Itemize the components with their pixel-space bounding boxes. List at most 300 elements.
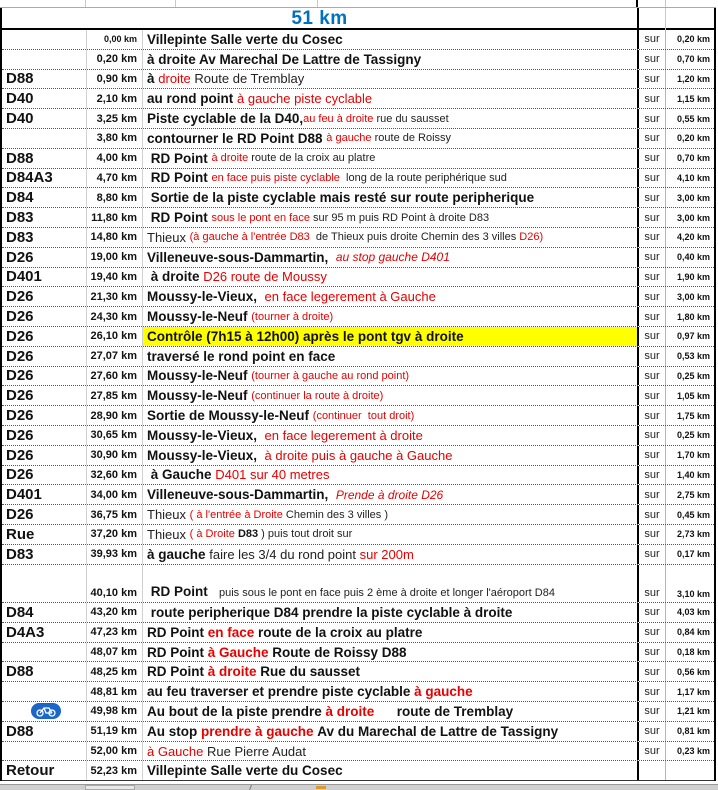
leg-distance-cell: 2,73 km [676, 529, 710, 540]
instruction-segment: Thieux [147, 507, 190, 523]
instruction-segment: (continuer tout droit) [312, 409, 415, 422]
sur-cell: sur [639, 287, 666, 306]
sur-cell: sur [639, 682, 666, 701]
instruction-cell [143, 248, 639, 267]
instruction-cell [143, 603, 639, 622]
road-cell: D26 [2, 505, 87, 524]
route-row [2, 129, 714, 149]
instruction-cell [143, 228, 639, 247]
cumulative-distance-cell: 43,20 km [87, 603, 143, 622]
instruction-segment: en face [207, 624, 259, 640]
cumulative-distance-cell: 47,23 km [87, 623, 143, 642]
leg-distance-cell: 0,20 km [676, 34, 710, 45]
cumulative-distance-cell: 0,00 km [87, 30, 143, 49]
road-cell: D26 [2, 367, 87, 386]
instruction-segment: RD Point [147, 210, 212, 226]
route-row [2, 525, 714, 545]
instruction-cell [143, 287, 639, 306]
instruction-cell [143, 662, 639, 681]
sur-cell: sur [639, 742, 666, 761]
instruction-segment: D83 [237, 528, 259, 541]
instruction-segment: (continuer la route à droite) [251, 389, 384, 402]
leg-distance-cell: 0,25 km [676, 370, 710, 381]
instruction-segment: Villepinte Salle verte du Cosec [147, 763, 343, 779]
road-cell: D40 [2, 89, 87, 108]
instruction-segment: Prende à droite D26 [335, 487, 444, 502]
road-cell: D84 [2, 188, 87, 207]
title-spare-cell [666, 8, 714, 30]
instruction-segment: Moussy-le-Neuf [147, 388, 252, 404]
sur-cell: sur [639, 446, 666, 465]
leg-distance-cell: 3,00 km [676, 212, 710, 223]
route-row [2, 406, 714, 426]
cumulative-distance-cell: 26,10 km [87, 327, 143, 346]
route-table [0, 8, 716, 781]
leg-distance-cell: 0,81 km [676, 726, 710, 737]
instruction-segment: Villeneuve-sous-Dammartin, [147, 249, 336, 265]
sur-cell: sur [639, 228, 666, 247]
sur-cell: sur [639, 89, 666, 108]
sur-cell: sur [639, 426, 666, 445]
instruction-segment: Moussy-le-Vieux, [147, 427, 265, 443]
instruction-segment: rue du sausset [376, 112, 449, 125]
leg-distance-cell: 0,17 km [676, 549, 710, 560]
instruction-cell [143, 466, 639, 485]
instruction-segment: Villeneuve-sous-Dammartin, [147, 487, 336, 503]
title-cell [2, 8, 639, 30]
instruction-segment: Thieux [147, 229, 190, 245]
sheet-namebox[interactable] [85, 785, 135, 790]
cumulative-distance-cell: 14,80 km [87, 228, 143, 247]
route-row [2, 662, 714, 682]
leg-distance-cell: 1,75 km [676, 410, 710, 421]
road-cell: D26 [2, 426, 87, 445]
sur-cell: sur [639, 169, 666, 188]
sur-cell: sur [639, 565, 666, 603]
cumulative-distance-cell: 19,40 km [87, 268, 143, 287]
instruction-cell [143, 426, 639, 445]
instruction-segment: Sortie de Moussy-le-Neuf [147, 408, 313, 424]
instruction-segment: D401 sur 40 metres [215, 467, 330, 483]
instruction-cell [143, 682, 639, 701]
leg-distance-cell [666, 761, 714, 780]
sur-cell: sur [639, 466, 666, 485]
instruction-segment: route de la croix au platre [258, 624, 423, 640]
instruction-segment: route peripherique D84 prendre la piste cyclable à droite [147, 604, 513, 620]
instruction-segment: à Gauche [147, 743, 207, 759]
instruction-segment: ) puis tout droit sur [258, 528, 353, 541]
instruction-segment: Moussy-le-Vieux, [147, 447, 265, 463]
route-row [2, 228, 714, 248]
route-row [2, 623, 714, 643]
cumulative-distance-cell: 37,20 km [87, 525, 143, 544]
title-spare-cell [639, 8, 666, 30]
instruction-cell [143, 761, 639, 780]
sur-cell: sur [639, 623, 666, 642]
instruction-segment: route de la croix au platre [251, 152, 376, 165]
instruction-segment: Au stop [147, 723, 201, 739]
sur-cell: sur [639, 30, 666, 49]
route-row [2, 485, 714, 505]
cumulative-distance-cell: 48,07 km [87, 643, 143, 662]
instruction-segment: D26 route de Moussy [203, 269, 327, 285]
instruction-segment: à droite Av Marechal De Lattre de Tassigny [147, 51, 422, 67]
page-title: 51 km [291, 8, 348, 29]
instruction-cell [143, 386, 639, 405]
instruction-cell [143, 722, 639, 741]
instruction-segment: Villepinte Salle verte du Cosec [147, 31, 343, 47]
sheet-tab-edge [249, 785, 252, 790]
cumulative-distance-cell: 40,10 km [87, 565, 143, 603]
instruction-cell [143, 347, 639, 366]
instruction-segment: à gauche [414, 684, 473, 700]
instruction-cell [143, 188, 639, 207]
instruction-segment: en face puis piste cyclable [211, 171, 343, 184]
instruction-cell [143, 70, 639, 89]
instruction-segment: RD Point [147, 644, 208, 660]
cumulative-distance-cell: 11,80 km [87, 208, 143, 227]
instruction-segment: droite [158, 71, 195, 87]
instruction-segment: route de Tremblay [374, 703, 514, 719]
instruction-segment: faire les 3/4 du rond point [209, 546, 360, 562]
route-row [2, 505, 714, 525]
instruction-cell [143, 50, 639, 69]
route-row [2, 248, 714, 268]
road-cell: D26 [2, 386, 87, 405]
instruction-segment: RD Point [147, 624, 208, 640]
route-row [2, 386, 714, 406]
sur-cell: sur [639, 545, 666, 564]
route-row [2, 446, 714, 466]
instruction-cell [143, 129, 639, 148]
instruction-segment: sous le pont en face [211, 211, 314, 224]
road-cell: D4A3 [2, 623, 87, 642]
route-row [2, 466, 714, 486]
instruction-segment: (à gauche à l'entrée D83 [189, 231, 313, 244]
sur-cell: sur [639, 307, 666, 326]
instruction-segment: Rue Pierre Audat [207, 743, 307, 759]
sur-cell: sur [639, 702, 666, 721]
leg-distance-cell: 0,70 km [676, 153, 710, 164]
cumulative-distance-cell: 28,90 km [87, 406, 143, 425]
cumulative-distance-cell: 19,00 km [87, 248, 143, 267]
sur-cell: sur [639, 367, 666, 386]
spreadsheet-gridline-strip [0, 0, 716, 8]
road-cell [2, 702, 87, 721]
road-cell: D84A3 [2, 169, 87, 188]
route-row [2, 565, 714, 604]
title-row [2, 8, 714, 30]
instruction-segment: RD Point [147, 150, 212, 166]
instruction-segment: à droite [207, 664, 261, 680]
cumulative-distance-cell: 51,19 km [87, 722, 143, 741]
instruction-cell [143, 169, 639, 188]
leg-distance-cell: 0,55 km [676, 113, 710, 124]
leg-distance-cell: 0,25 km [676, 430, 710, 441]
leg-distance-cell: 1,15 km [676, 93, 710, 104]
instruction-segment: au feu à droite [303, 112, 377, 125]
sur-cell: sur [639, 662, 666, 681]
instruction-cell [143, 406, 639, 425]
route-row [2, 702, 714, 722]
instruction-segment: à gauche [147, 546, 210, 562]
cumulative-distance-cell: 21,30 km [87, 287, 143, 306]
road-cell: D26 [2, 446, 87, 465]
route-row [2, 50, 714, 70]
sur-cell: sur [639, 386, 666, 405]
instruction-segment: Moussy-le-Neuf [147, 368, 252, 384]
leg-distance-cell: 1,90 km [676, 271, 710, 282]
instruction-segment: à droite puis à gauche à Gauche [264, 447, 453, 463]
route-row [2, 208, 714, 228]
instruction-segment: à droite [211, 152, 252, 165]
route-row [2, 149, 714, 169]
route-row [2, 307, 714, 327]
cumulative-distance-cell: 27,60 km [87, 367, 143, 386]
route-row [2, 347, 714, 367]
road-cell: D26 [2, 406, 87, 425]
instruction-segment: sur 95 m puis RD Point à droite D83 [313, 211, 490, 224]
cumulative-distance-cell: 27,07 km [87, 347, 143, 366]
sur-cell: sur [639, 525, 666, 544]
instruction-cell [143, 446, 639, 465]
route-row [2, 287, 714, 307]
instruction-segment: traversé le rond point en face [147, 348, 336, 364]
leg-distance-cell: 4,10 km [676, 172, 710, 183]
route-row [2, 603, 714, 623]
instruction-segment: en face legerement à droite [264, 427, 423, 443]
instruction-segment: à [147, 71, 159, 87]
road-cell: D88 [2, 722, 87, 741]
road-cell: D83 [2, 545, 87, 564]
road-cell: D88 [2, 662, 87, 681]
instruction-segment: à droite [325, 703, 375, 719]
route-row [2, 742, 714, 762]
sur-cell: sur [639, 129, 666, 148]
leg-distance-cell: 4,03 km [676, 607, 710, 618]
instruction-segment: Moussy-le-Vieux, [147, 289, 265, 305]
instruction-cell [143, 109, 639, 128]
cumulative-distance-cell: 52,00 km [87, 742, 143, 761]
instruction-segment: RD Point [147, 170, 212, 186]
cumulative-distance-cell: 30,65 km [87, 426, 143, 445]
instruction-segment: sur 200m [359, 546, 414, 562]
sur-cell: sur [639, 643, 666, 662]
instruction-cell [143, 208, 639, 227]
sur-cell: sur [639, 505, 666, 524]
road-cell: D401 [2, 485, 87, 504]
instruction-segment: Av du Marechal de Lattre de Tassigny [317, 723, 559, 739]
instruction-segment: ( à l'entrée à Droite [189, 508, 286, 521]
sur-cell: sur [639, 208, 666, 227]
sur-cell: sur [639, 268, 666, 287]
instruction-cell [143, 307, 639, 326]
instruction-segment: Moussy-le-Neuf [147, 309, 252, 325]
road-cell [2, 565, 87, 603]
instruction-segment: Chemin des 3 villes ) [285, 508, 388, 521]
route-row [2, 643, 714, 663]
cumulative-distance-cell: 52,23 km [87, 761, 143, 780]
road-cell: D26 [2, 248, 87, 267]
road-cell: D88 [2, 70, 87, 89]
instruction-segment: en face legerement à Gauche [264, 289, 436, 305]
instruction-segment: contourner le RD Point D88 [147, 130, 327, 146]
instruction-segment: ( à Droite [189, 528, 238, 541]
road-cell: D83 [2, 208, 87, 227]
route-row [2, 761, 714, 781]
instruction-segment: route de Roissy [374, 132, 452, 145]
road-cell [2, 50, 87, 69]
road-cell [2, 30, 87, 49]
instruction-segment: à Gauche [147, 467, 216, 483]
route-row [2, 682, 714, 702]
instruction-segment: Route de Roissy D88 [272, 644, 407, 660]
sur-cell [639, 761, 666, 780]
instruction-segment: prendre à gauche [201, 723, 318, 739]
cumulative-distance-cell: 4,00 km [87, 149, 143, 168]
sur-cell: sur [639, 485, 666, 504]
route-row [2, 426, 714, 446]
leg-distance-cell: 0,18 km [676, 647, 710, 658]
instruction-segment: au rond point [147, 91, 237, 107]
road-cell: D83 [2, 228, 87, 247]
instruction-segment: RD Point [147, 664, 208, 680]
instruction-segment: Piste cyclable de la D40, [147, 111, 304, 127]
road-cell: D26 [2, 466, 87, 485]
road-cell [2, 129, 87, 148]
sur-cell: sur [639, 109, 666, 128]
instruction-cell [143, 30, 639, 49]
leg-distance-cell: 0,20 km [676, 133, 710, 144]
leg-distance-cell: 4,20 km [676, 232, 710, 243]
instruction-segment: à Gauche [207, 644, 273, 660]
sur-cell: sur [639, 70, 666, 89]
cumulative-distance-cell: 8,80 km [87, 188, 143, 207]
sheet-tab-marker[interactable] [316, 786, 326, 789]
leg-distance-cell: 0,70 km [676, 54, 710, 65]
leg-distance-cell: 1,40 km [676, 469, 710, 480]
instruction-cell [143, 545, 639, 564]
instruction-segment: de Thieux puis droite Chemin des 3 villes [312, 231, 520, 244]
instruction-segment: au feu traverser et prendre piste cyclable [147, 684, 415, 700]
road-cell [2, 682, 87, 701]
cumulative-distance-cell: 48,81 km [87, 682, 143, 701]
sur-cell: sur [639, 327, 666, 346]
instruction-segment: Rue du sausset [260, 664, 361, 680]
leg-distance-cell: 3,10 km [676, 589, 710, 600]
instruction-segment: à gauche piste cyclable [237, 91, 373, 107]
sur-cell: sur [639, 406, 666, 425]
cumulative-distance-cell: 3,25 km [87, 109, 143, 128]
leg-distance-cell: 3,00 km [676, 192, 710, 203]
instruction-cell [143, 565, 639, 603]
instruction-cell [143, 623, 639, 642]
leg-distance-cell: 2,75 km [676, 489, 710, 500]
sur-cell: sur [639, 722, 666, 741]
leg-distance-cell: 1,21 km [676, 706, 710, 717]
cumulative-distance-cell: 32,60 km [87, 466, 143, 485]
leg-distance-cell: 0,97 km [676, 331, 710, 342]
road-cell: D40 [2, 109, 87, 128]
instruction-cell [143, 505, 639, 524]
instruction-cell [143, 89, 639, 108]
leg-distance-cell: 1,80 km [676, 311, 710, 322]
instruction-cell [143, 525, 639, 544]
cumulative-distance-cell: 0,90 km [87, 70, 143, 89]
route-row [2, 545, 714, 565]
cumulative-distance-cell: 4,70 km [87, 169, 143, 188]
instruction-cell [143, 268, 639, 287]
leg-distance-cell: 0,40 km [676, 252, 710, 263]
instruction-segment: (tourner à droite) [251, 310, 334, 323]
cumulative-distance-cell: 49,98 km [87, 702, 143, 721]
cumulative-distance-cell: 39,93 km [87, 545, 143, 564]
road-cell: D84 [2, 603, 87, 622]
cumulative-distance-cell: 24,30 km [87, 307, 143, 326]
instruction-segment: à gauche [326, 132, 375, 145]
route-row [2, 268, 714, 288]
cumulative-distance-cell: 2,10 km [87, 89, 143, 108]
cumulative-distance-cell: 3,80 km [87, 129, 143, 148]
instruction-segment: à droite [147, 269, 204, 285]
cumulative-distance-cell: 0,20 km [87, 50, 143, 69]
route-row [2, 188, 714, 208]
road-cell: D88 [2, 149, 87, 168]
leg-distance-cell: 1,20 km [676, 73, 710, 84]
cumulative-distance-cell: 27,85 km [87, 386, 143, 405]
road-cell: D401 [2, 268, 87, 287]
instruction-segment: RD Point [147, 584, 219, 600]
leg-distance-cell: 1,17 km [676, 686, 710, 697]
instruction-segment: Thieux [147, 526, 190, 542]
sur-cell: sur [639, 347, 666, 366]
route-row [2, 70, 714, 90]
instruction-cell [143, 149, 639, 168]
route-row [2, 109, 714, 129]
road-cell [2, 742, 87, 761]
instruction-segment: D26) [519, 231, 544, 244]
instruction-cell-highlighted [143, 327, 639, 346]
instruction-segment: Sortie de la piste cyclable mais resté sur route peripherique [147, 190, 535, 206]
route-row [2, 722, 714, 742]
instruction-segment: au stop gauche D401 [335, 250, 450, 265]
road-cell: Rue [2, 525, 87, 544]
road-cell: Retour [2, 761, 87, 780]
instruction-cell [143, 702, 639, 721]
cumulative-distance-cell: 36,75 km [87, 505, 143, 524]
sheet-tab-bar[interactable] [0, 784, 718, 790]
leg-distance-cell: 0,84 km [676, 627, 710, 638]
sur-cell: sur [639, 188, 666, 207]
instruction-segment: Contrôle (7h15 à 12h00) après le pont tgv à droite [147, 328, 464, 344]
instruction-segment: long de la route periphérique sud [342, 171, 507, 184]
leg-distance-cell: 0,45 km [676, 509, 710, 520]
cumulative-distance-cell: 30,90 km [87, 446, 143, 465]
instruction-cell [143, 742, 639, 761]
route-rows [2, 30, 714, 781]
road-cell [2, 643, 87, 662]
leg-distance-cell: 0,53 km [676, 351, 710, 362]
instruction-segment: Au bout de la piste prendre [147, 703, 326, 719]
leg-distance-cell: 1,05 km [676, 390, 710, 401]
instruction-segment: (tourner à gauche au rond point) [251, 369, 410, 382]
route-row [2, 169, 714, 189]
cumulative-distance-cell: 34,00 km [87, 485, 143, 504]
route-row [2, 89, 714, 109]
sur-cell: sur [639, 603, 666, 622]
instruction-cell [143, 485, 639, 504]
road-cell: D26 [2, 307, 87, 326]
